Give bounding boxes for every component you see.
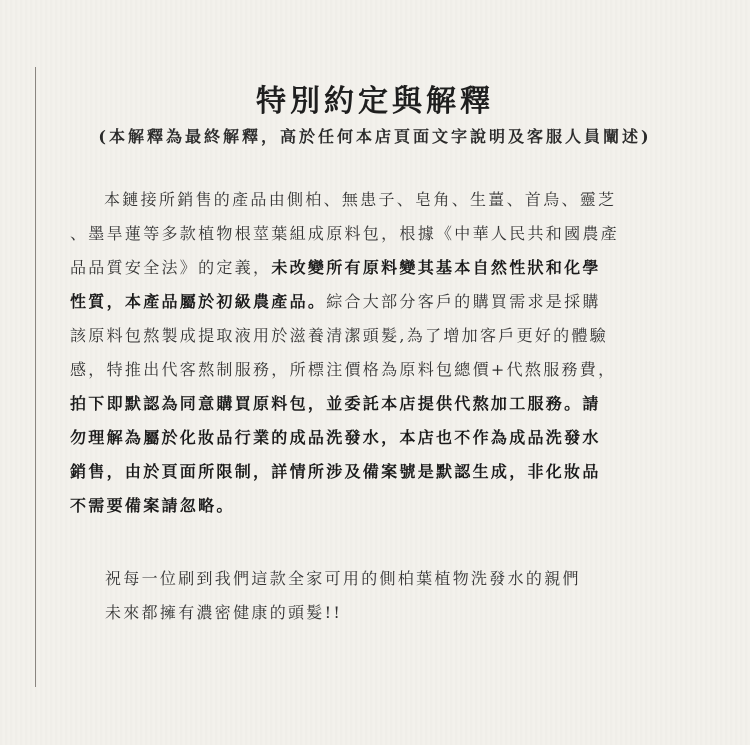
closing-paragraph — [105, 562, 725, 630]
body-text: 本鏈接所銷售的產品由側柏、無患子、皂角、生薑、首烏、靈芝 — [104, 190, 617, 209]
body-line-4 — [70, 285, 720, 319]
body-text: 綜合大部分客戶的購買需求是採購 — [326, 292, 601, 311]
body-bold-text: 性質，本產品屬於初級農產品。 — [70, 292, 327, 311]
body-bold-text: 銷售，由於頁面所限制，詳情所涉及備案號是默認生成，非化妝品 — [70, 462, 601, 481]
page-subtitle: (本解釋為最終解釋，高於任何本店頁面文字說明及客服人員闡述) — [98, 127, 652, 146]
body-text: 該原料包熬製成提取液用於滋養清潔頭髮,為了增加客戶更好的體驗 — [70, 326, 609, 345]
body-line-5 — [70, 319, 720, 353]
closing-line-1: 祝每一位刷到我們這款全家可用的側柏葉植物洗發水的親們 — [105, 569, 581, 588]
body-line-2 — [70, 217, 720, 251]
left-margin-rule — [35, 67, 36, 687]
body-bold-text: 未改變所有原料變其基本自然性狀和化學 — [271, 258, 601, 277]
body-line-8 — [70, 421, 720, 455]
page-title: 特別約定與解釋 — [256, 84, 494, 119]
closing-line-2: 未來都擁有濃密健康的頭髮!! — [105, 603, 343, 622]
body-text: 品品質安全法》的定義， — [70, 258, 272, 277]
body-text: 、墨旱蓮等多款植物根莖葉組成原料包，根據《中華人民共和國農產 — [70, 224, 620, 243]
body-line-7 — [70, 387, 720, 421]
body-line-3 — [70, 251, 720, 285]
body-bold-text: 不需要備案請忽略。 — [70, 496, 235, 515]
body-line-9 — [70, 455, 720, 489]
body-line-1 — [70, 183, 720, 217]
body-bold-text: 勿理解為屬於化妝品行業的成品洗發水，本店也不作為成品洗發水 — [70, 428, 601, 447]
body-text: 感，特推出代客熬制服務，所標注價格為原料包總價+代熬服務費， — [70, 360, 617, 379]
body-paragraph — [70, 183, 720, 523]
body-line-6 — [70, 353, 720, 387]
body-line-10 — [70, 489, 720, 523]
body-bold-text: 拍下即默認為同意購買原料包，並委託本店提供代熬加工服務。請 — [70, 394, 601, 413]
